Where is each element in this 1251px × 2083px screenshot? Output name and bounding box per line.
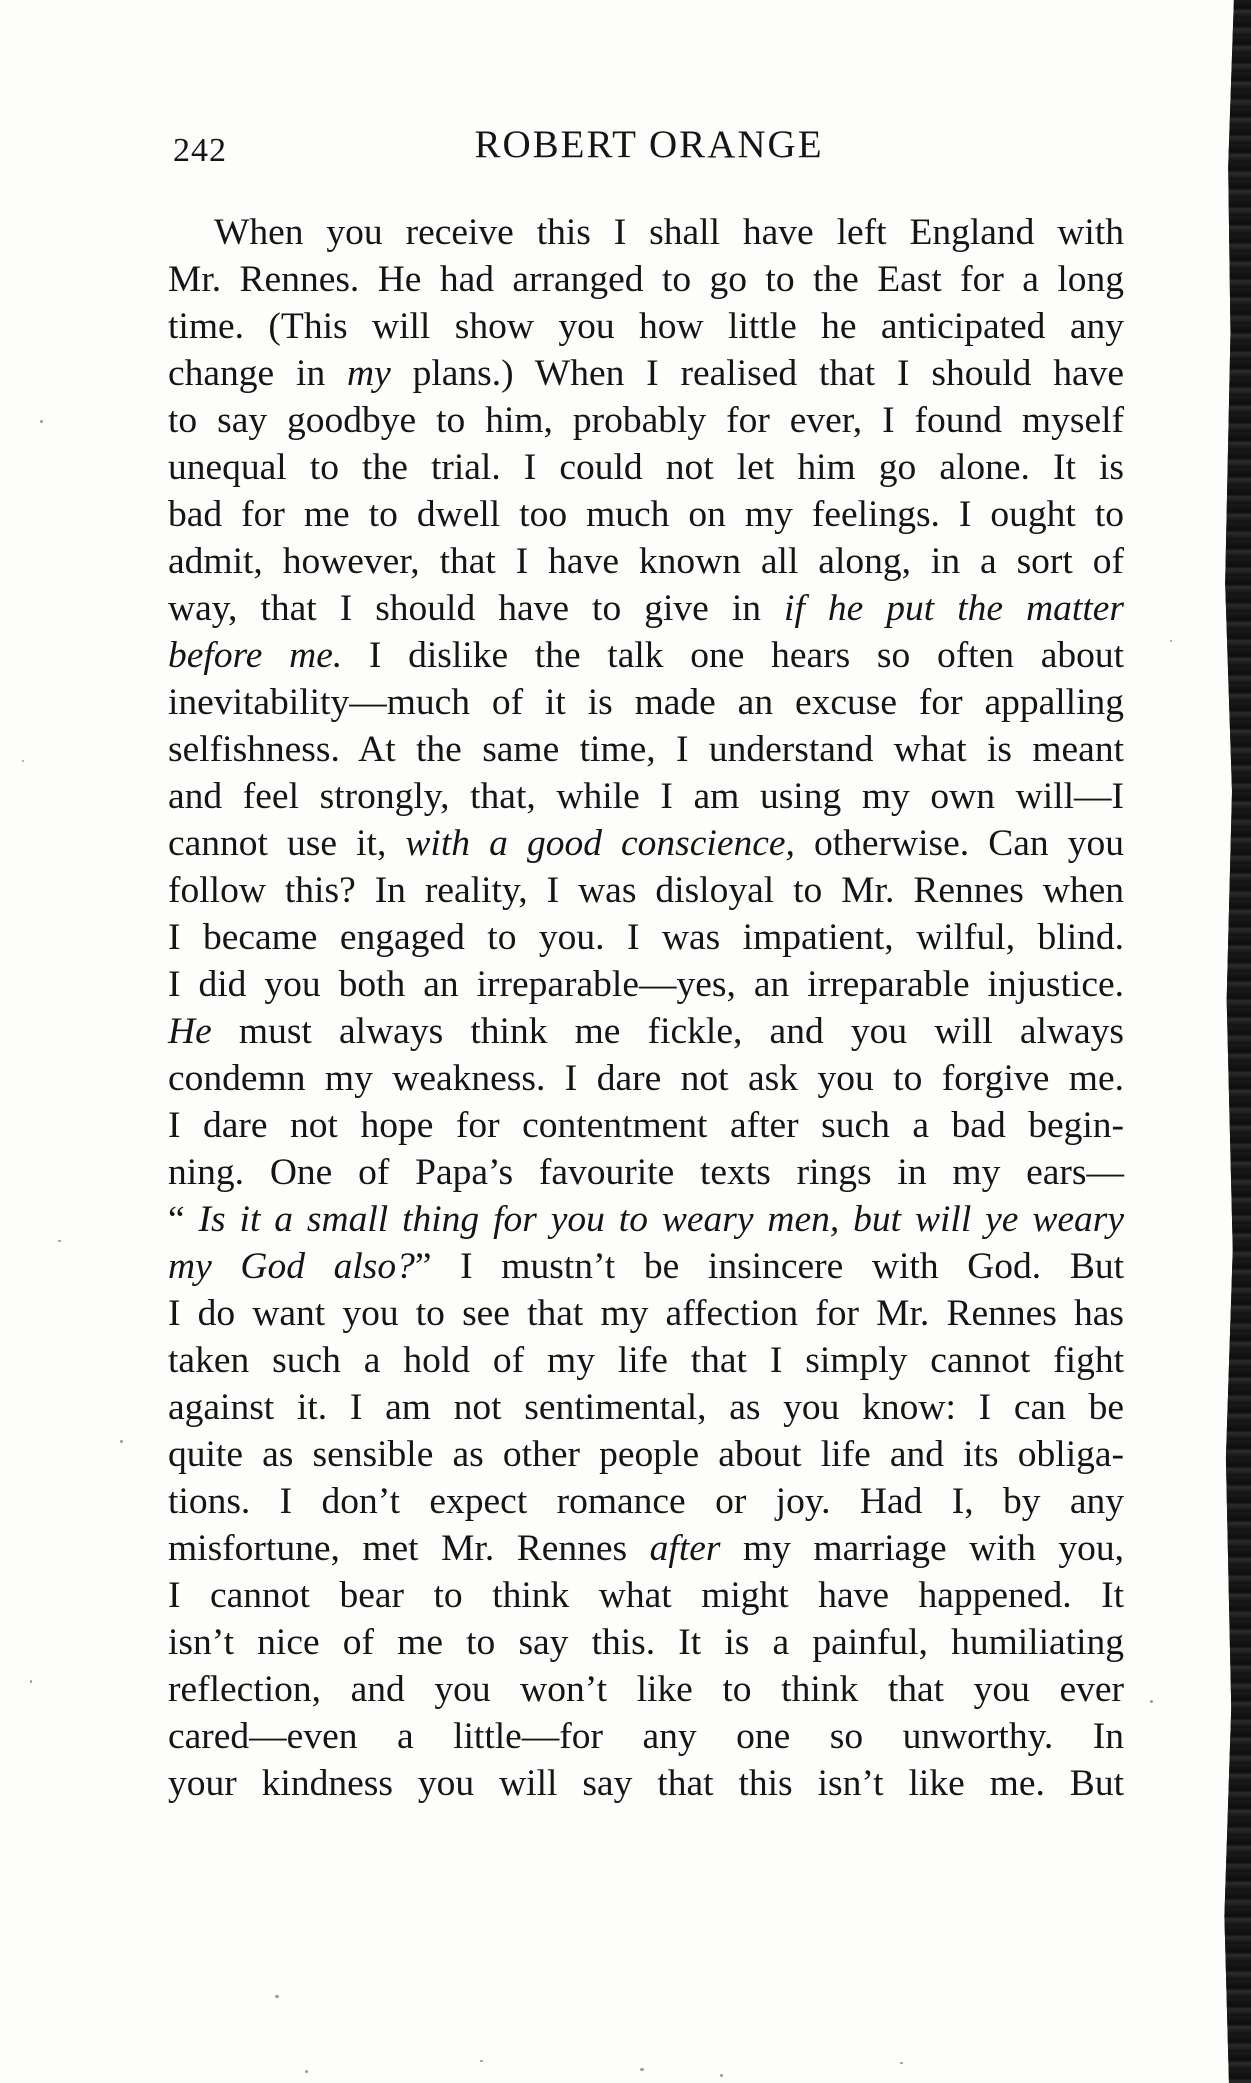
text-line bbox=[168, 1055, 1124, 1102]
text-segment: isn’t nice of me to say this. It is a painful, humiliating bbox=[168, 1622, 1124, 1663]
print-speck bbox=[30, 1680, 32, 1683]
print-speck bbox=[120, 1440, 123, 1443]
italic-text: Is it a small thing for you to weary men, but will ye weary bbox=[198, 1199, 1124, 1240]
text-segment: I do want you to see that my affection for Mr. Rennes has bbox=[168, 1293, 1124, 1334]
italic-text: my God also? bbox=[168, 1246, 415, 1287]
text-line bbox=[168, 256, 1124, 303]
text-line bbox=[168, 397, 1124, 444]
text-line bbox=[168, 585, 1124, 632]
text-line bbox=[168, 1008, 1124, 1055]
text-segment: my marriage with you, bbox=[720, 1528, 1124, 1569]
text-line bbox=[168, 1290, 1124, 1337]
print-speck bbox=[305, 2070, 308, 2073]
text-segment: ning. One of Papa’s favourite texts rings in my ears— bbox=[168, 1152, 1124, 1193]
print-speck bbox=[275, 1995, 279, 1998]
text-segment: quite as sensible as other people about life and its obliga- bbox=[168, 1434, 1124, 1475]
text-segment: I dislike the talk one hears so often about bbox=[342, 635, 1125, 676]
text-line bbox=[168, 773, 1124, 820]
text-segment: against it. I am not sentimental, as you know: I can be bbox=[168, 1387, 1124, 1428]
text-segment: to say goodbye to him, probably for ever, I found myself bbox=[168, 400, 1124, 441]
text-segment: change in bbox=[168, 353, 348, 394]
print-speck bbox=[1170, 640, 1172, 642]
text-line bbox=[168, 1149, 1124, 1196]
text-segment: condemn my weakness. I dare not ask you to forgive me. bbox=[168, 1058, 1124, 1099]
text-segment: Mr. Rennes. He had arranged to go to the East for a long bbox=[168, 259, 1124, 300]
italic-text: my bbox=[347, 353, 391, 394]
text-segment: admit, however, that I have known all along, in a sort of bbox=[168, 541, 1124, 582]
text-line bbox=[168, 1760, 1124, 1807]
text-line bbox=[168, 1666, 1124, 1713]
text-segment: unequal to the trial. I could not let him go alone. It is bbox=[168, 447, 1124, 488]
text-segment: follow this? In reality, I was disloyal to Mr. Rennes when bbox=[168, 870, 1124, 911]
text-line bbox=[168, 679, 1124, 726]
text-segment: “ bbox=[168, 1199, 199, 1240]
italic-text: before me. bbox=[168, 635, 343, 676]
text-line bbox=[168, 914, 1124, 961]
text-line bbox=[168, 961, 1124, 1008]
italic-text: with a good conscience, bbox=[405, 823, 795, 864]
text-line bbox=[168, 820, 1124, 867]
text-line bbox=[168, 726, 1124, 773]
text-line bbox=[168, 303, 1124, 350]
page-number: 242 bbox=[173, 132, 227, 169]
text-segment: your kindness you will say that this isn’t like me. But bbox=[168, 1763, 1124, 1804]
text-line bbox=[168, 1196, 1124, 1243]
print-speck bbox=[720, 2074, 723, 2077]
text-line bbox=[168, 1102, 1124, 1149]
text-segment: ” I mustn’t be insincere with God. But bbox=[414, 1246, 1125, 1287]
text-line bbox=[168, 632, 1124, 679]
text-segment: I cannot bear to think what might have happened. It bbox=[168, 1575, 1124, 1616]
text-segment: I became engaged to you. I was impatient, wilful, blind. bbox=[168, 917, 1124, 958]
text-segment: When you receive this I shall have left England with bbox=[214, 212, 1124, 253]
text-segment: plans.) When I realised that I should have bbox=[390, 353, 1124, 394]
print-speck bbox=[40, 420, 43, 423]
text-segment: inevitability—much of it is made an excuse for appalling bbox=[168, 682, 1124, 723]
text-line bbox=[168, 538, 1124, 585]
text-segment: otherwise. Can you bbox=[794, 823, 1124, 864]
text-segment: I dare not hope for contentment after such a bad begin- bbox=[168, 1105, 1124, 1146]
text-line bbox=[168, 1478, 1124, 1525]
text-line bbox=[168, 350, 1124, 397]
text-line bbox=[168, 1713, 1124, 1760]
text-line bbox=[168, 1525, 1124, 1572]
print-speck bbox=[640, 2068, 644, 2071]
page-edge-shadow bbox=[1213, 0, 1251, 2083]
text-line bbox=[168, 867, 1124, 914]
italic-text: after bbox=[649, 1528, 721, 1569]
text-line bbox=[168, 209, 1124, 256]
book-title: ROBERT ORANGE bbox=[474, 123, 824, 166]
italic-text: He bbox=[168, 1011, 212, 1052]
text-line bbox=[168, 1619, 1124, 1666]
text-line bbox=[168, 444, 1124, 491]
text-line bbox=[168, 1431, 1124, 1478]
text-segment: taken such a hold of my life that I simply cannot fight bbox=[168, 1340, 1124, 1381]
text-segment: selfishness. At the same time, I understand what is meant bbox=[168, 729, 1124, 770]
text-segment: reflection, and you won’t like to think that you ever bbox=[168, 1669, 1124, 1710]
print-speck bbox=[900, 2062, 903, 2064]
text-segment: cared—even a little—for any one so unworthy. In bbox=[168, 1716, 1124, 1757]
text-line bbox=[168, 1384, 1124, 1431]
text-segment: cannot use it, bbox=[168, 823, 406, 864]
body-text bbox=[168, 209, 1124, 1807]
text-segment: must always think me fickle, and you will always bbox=[211, 1011, 1124, 1052]
text-line bbox=[168, 1572, 1124, 1619]
running-head bbox=[170, 118, 1128, 174]
text-segment: misfortune, met Mr. Rennes bbox=[168, 1528, 650, 1569]
print-speck bbox=[22, 760, 24, 762]
text-segment: and feel strongly, that, while I am using my own will—I bbox=[168, 776, 1124, 817]
text-line bbox=[168, 491, 1124, 538]
text-segment: time. (This will show you how little he anticipated any bbox=[168, 306, 1124, 347]
print-speck bbox=[480, 2060, 483, 2062]
print-speck bbox=[58, 1240, 61, 1242]
text-segment: tions. I don’t expect romance or joy. Had I, by any bbox=[168, 1481, 1124, 1522]
print-speck bbox=[1150, 1700, 1153, 1703]
italic-text: if he put the matter bbox=[784, 588, 1124, 629]
text-segment: way, that I should have to give in bbox=[168, 588, 785, 629]
text-segment: bad for me to dwell too much on my feelings. I ought to bbox=[168, 494, 1124, 535]
text-segment: I did you both an irreparable—yes, an irreparable injustice. bbox=[168, 964, 1124, 1005]
text-line bbox=[168, 1337, 1124, 1384]
text-line bbox=[168, 1243, 1124, 1290]
